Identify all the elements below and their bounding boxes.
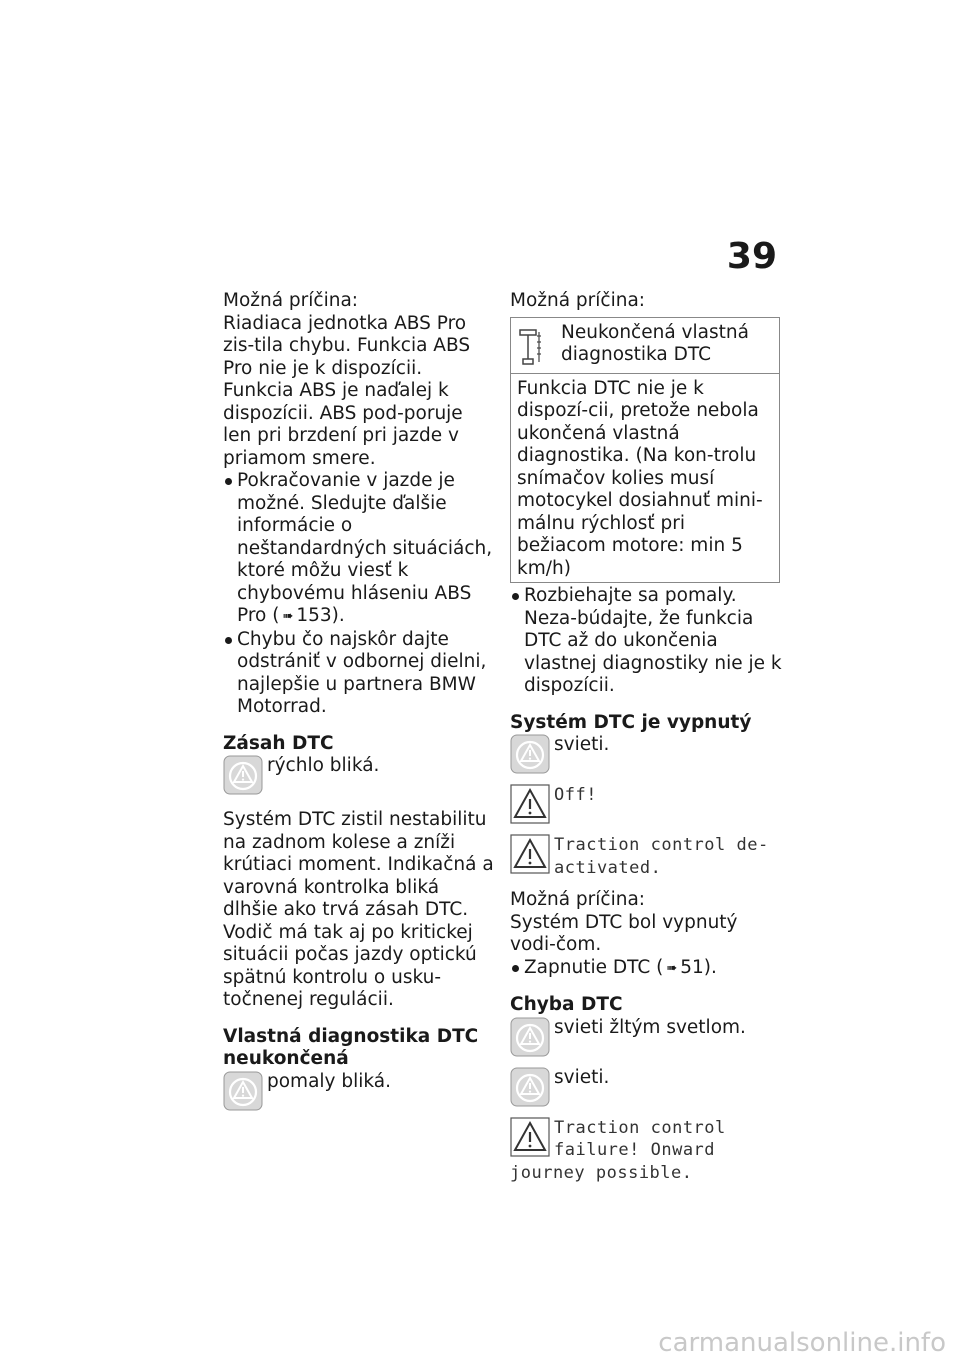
note-box bbox=[510, 317, 780, 584]
fault-status2: svieti. bbox=[554, 1066, 610, 1088]
reference-arrow-icon: ➠ bbox=[666, 960, 678, 976]
cause-label: Možná príčina: bbox=[223, 290, 359, 311]
fault-msg-head bbox=[550, 1117, 726, 1162]
diag-heading: Vlastná diagnostika DTC neukončená bbox=[223, 1025, 479, 1069]
bullet-continue-open: ( bbox=[272, 605, 280, 626]
off-msg2: Traction control de-activated. bbox=[554, 835, 769, 878]
bullet-enable-dtc-a: Zapnutie DTC ( bbox=[524, 956, 664, 978]
fault-status1: svieti žltým svetlom. bbox=[554, 1016, 746, 1038]
diag-status-row bbox=[223, 1071, 495, 1111]
fault-status1-row bbox=[510, 1017, 782, 1057]
zasah-status: rýchlo bliká. bbox=[267, 755, 380, 776]
off-msg: Off! bbox=[554, 785, 597, 805]
reference-arrow-icon: ➠ bbox=[282, 609, 294, 624]
fault-msg-line2: failure! Onward bbox=[554, 1140, 716, 1160]
bullet-enable-dtc bbox=[510, 957, 782, 981]
fault-heading: Chyba DTC bbox=[510, 994, 623, 1015]
warning-triangle-icon bbox=[510, 784, 550, 824]
off-msg-row bbox=[510, 784, 782, 824]
dtc-warning-lamp-icon bbox=[510, 734, 550, 774]
fault-msg-row bbox=[510, 1117, 782, 1162]
warning-triangle-icon bbox=[510, 834, 550, 874]
dtc-warning-lamp-icon bbox=[223, 1071, 263, 1111]
right-cause-label: Možná príčina: bbox=[510, 290, 646, 311]
diagnostic-tool-icon bbox=[517, 326, 547, 366]
left-column bbox=[223, 290, 495, 1111]
off-status: svieti. bbox=[554, 734, 610, 755]
right-column bbox=[510, 290, 782, 1184]
off-cause-text: Systém DTC bol vypnutý vodi-čom. bbox=[510, 911, 738, 955]
bullet-continue-ref: 153). bbox=[296, 605, 345, 626]
fault-msg-line1: Traction control bbox=[554, 1117, 726, 1138]
bullet-continue bbox=[223, 470, 495, 629]
warning-triangle-icon bbox=[510, 1117, 550, 1157]
fault-status2-row bbox=[510, 1067, 782, 1107]
bullet-enable-dtc-b: 51). bbox=[680, 956, 717, 978]
note-head bbox=[511, 318, 779, 374]
zasah-heading: Zásah DTC bbox=[223, 732, 334, 754]
zasah-text: Systém DTC zistil nestabilitu na zadnom kolese a zníži krútiaci moment. Indikačná a varovná kontrolka bliká dlhšie ako trvá zásah DTC. Vodič má tak aj po kritickej situácii počas jazdy optickú spätnú kontrolu o usku-točnenej regulácii. bbox=[223, 809, 494, 1010]
off-cause-label: Možná príčina: bbox=[510, 889, 646, 910]
dtc-warning-lamp-icon bbox=[510, 1067, 550, 1107]
off-status-row bbox=[510, 734, 782, 774]
cause-text: Riadiaca jednotka ABS Pro zis-tila chybu. Funkcia ABS Pro nie je k dispozícii. Funkcia ABS je naďalej k dispozícii. ABS pod-poruje len pri brzdení pri jazde v priamom smere. bbox=[223, 312, 471, 469]
note-title: Neukončená vlastná diagnostika DTC bbox=[561, 321, 749, 365]
page-number: 39 bbox=[726, 236, 777, 277]
bullet-start-slowly: Rozbiehajte sa pomaly. Neza-búdajte, že funkcia DTC až do ukončenia vlastnej diagnostiky nie je k dispozícii. bbox=[510, 585, 782, 698]
zasah-status-row bbox=[223, 755, 495, 795]
off-heading: Systém DTC je vypnutý bbox=[510, 711, 752, 733]
watermark: carmanualsonline.info bbox=[658, 1328, 946, 1358]
off-msg2-row bbox=[510, 834, 782, 879]
bullet-repair: Chybu čo najskôr dajte odstrániť v odbornej dielni, najlepšie u partnera BMW Motorrad. bbox=[223, 629, 495, 719]
bullet-continue-text: Pokračovanie v jazde je možné. Sledujte ďalšie informácie o neštandardných situáciách, ktoré môžu viesť k chybovému hláseniu ABS Pro bbox=[237, 470, 493, 626]
diag-status: pomaly bliká. bbox=[267, 1070, 392, 1092]
dtc-warning-lamp-icon bbox=[223, 755, 263, 795]
fault-msg-line3: journey possible. bbox=[510, 1162, 693, 1183]
note-text: Funkcia DTC nie je k dispozí-cii, pretože nebola ukončená vlastná diagnostika. (Na kon-trolu snímačov kolies musí motocykel dosiahnuť mini-málnu rýchlosť pri bežiacom motore: min 5 km/h) bbox=[517, 377, 763, 579]
dtc-warning-lamp-icon bbox=[510, 1017, 550, 1057]
